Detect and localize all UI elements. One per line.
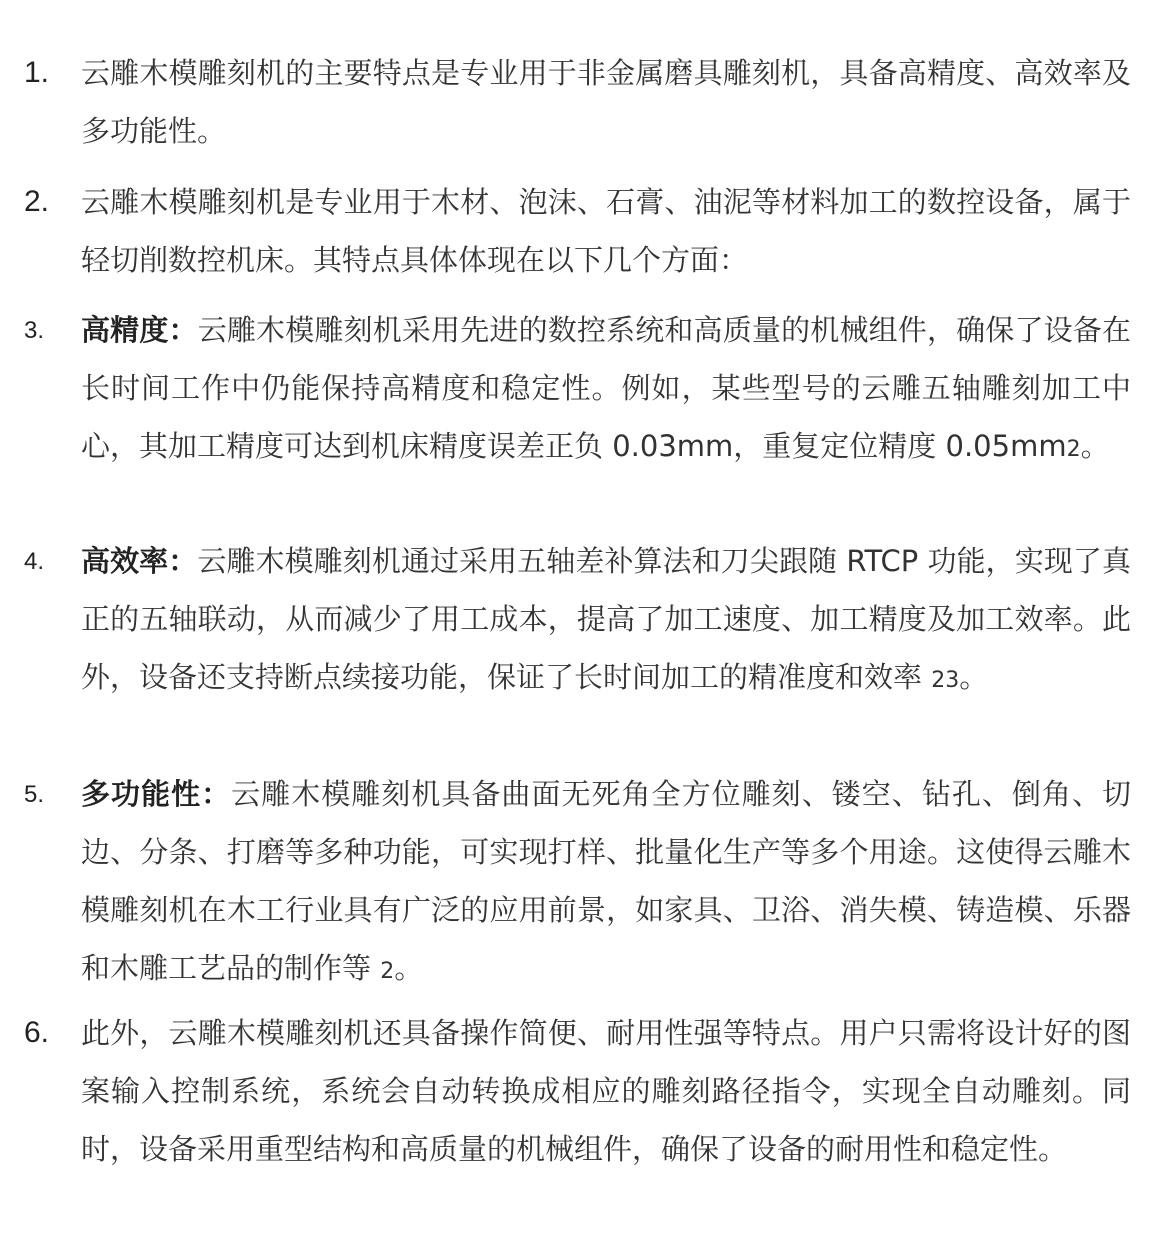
item-label: 高效率： bbox=[81, 544, 198, 578]
list-number: 3. bbox=[24, 317, 45, 344]
list-number: 6. bbox=[24, 1016, 50, 1049]
list-number: 2. bbox=[24, 185, 50, 218]
list-text bbox=[81, 301, 1131, 479]
item-body: 云雕木模雕刻机采用先进的数控系统和高质量的机械组件，确保了设备在长时间工作中仍能保持高精度和稳定性。例如，某些型号的云雕五轴雕刻加工中心，其加工精度可达到机床精度误差正负 0.03mm，重复定位精度 0.05mm bbox=[81, 313, 1131, 463]
list-text: 云雕木模雕刻机的主要特点是专业用于非金属磨具雕刻机，具备高精度、高效率及多功能性。 bbox=[81, 56, 1131, 148]
item-label: 多功能性： bbox=[81, 777, 232, 811]
citation-ref[interactable]: 2 bbox=[1066, 437, 1081, 462]
item-tail: 。 bbox=[1080, 429, 1110, 463]
list-text bbox=[81, 532, 1131, 710]
citation-ref[interactable]: 23 bbox=[931, 668, 960, 693]
item-body: 云雕木模雕刻机具备曲面无死角全方位雕刻、镂空、钻孔、倒角、切边、分条、打磨等多种功能，可实现打样、批量化生产等多个用途。这使得云雕木模雕刻机在木工行业具有广泛的应用前景，如家具、卫浴、消失模、铸造模、乐器和木雕工艺品的制作等 bbox=[81, 777, 1131, 985]
citation-ref[interactable]: 2 bbox=[380, 959, 395, 984]
list-number: 5. bbox=[24, 781, 45, 808]
list-text: 云雕木模雕刻机是专业用于木材、泡沫、石膏、油泥等材料加工的数控设备，属于轻切削数控机床。其特点具体体现在以下几个方面： bbox=[81, 185, 1131, 277]
list-text: 此外，云雕木模雕刻机还具备操作简便、耐用性强等特点。用户只需将设计好的图案输入控制系统，系统会自动转换成相应的雕刻路径指令，实现全自动雕刻。同时，设备采用重型结构和高质量的机械组件，确保了设备的耐用性和稳定性。 bbox=[81, 1016, 1131, 1166]
item-body: 云雕木模雕刻机通过采用五轴差补算法和刀尖跟随 RTCP 功能，实现了真正的五轴联动，从而减少了用工成本，提高了加工速度、加工精度及加工效率。此外，设备还支持断点续接功能，保证了长时间加工的精准度和效率 bbox=[81, 544, 1131, 694]
item-tail: 。 bbox=[394, 951, 424, 985]
item-tail: 。 bbox=[959, 660, 989, 694]
list-text bbox=[81, 765, 1131, 1001]
list-number: 1. bbox=[24, 56, 50, 89]
list-number: 4. bbox=[24, 548, 45, 575]
item-label: 高精度： bbox=[81, 313, 198, 347]
